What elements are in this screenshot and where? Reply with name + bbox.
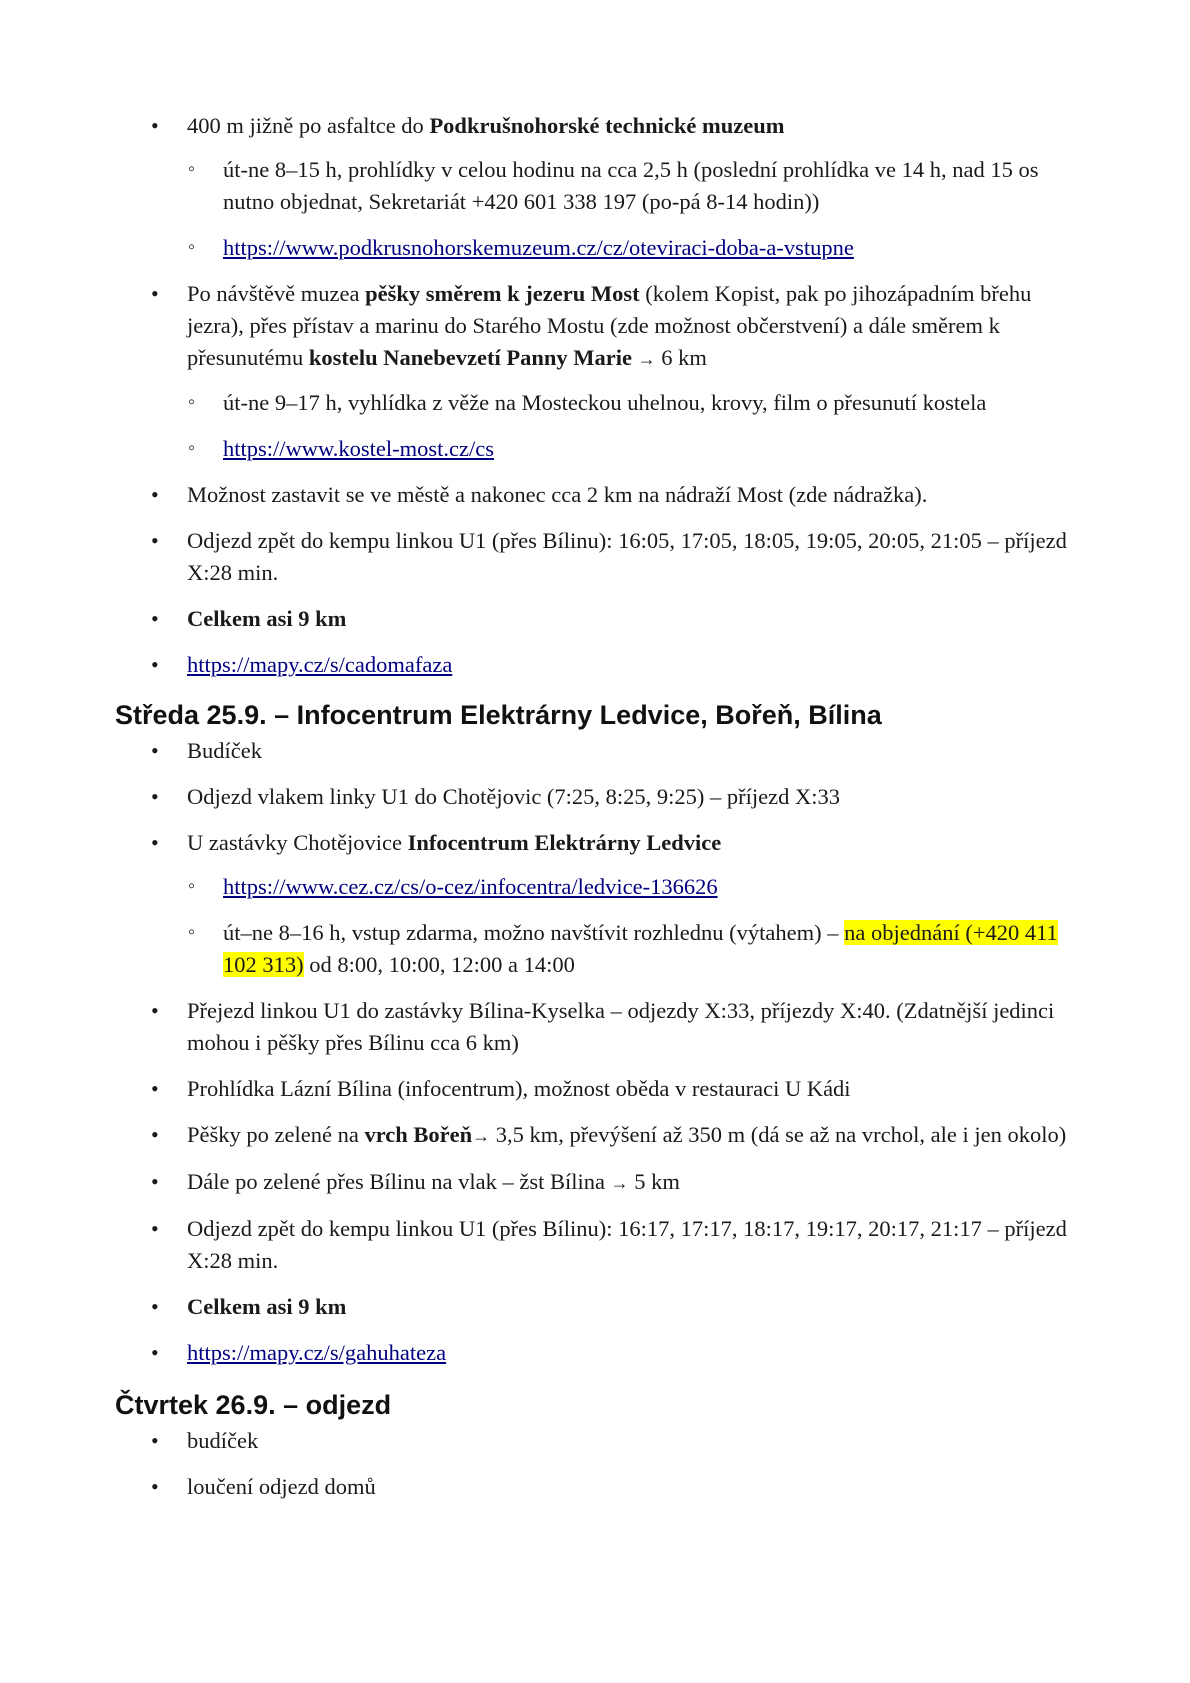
thursday-list xyxy=(115,1425,1090,1503)
list-item-walk: • Po návštěvě muzea pěšky směrem k jezeru Most (kolem Kopist, pak po jihozápadním břehu jezra), přes přístav a marinu do Starého Mostu (zde možnost občerstvení) a dále směrem k přesunutému kostelu Nanebevzetí Panny Marie → 6 km ◦ út-ne 9–17 h, vyhlídka z věže na Mosteckou uhelnou, krovy, film o přesunutí kostela ◦ https://www.kostel-most.cz/cs xyxy=(115,278,1090,465)
heading-thursday: Čtvrtek 26.9. – odjezd xyxy=(115,1390,392,1420)
list-item-total: • Celkem asi 9 km xyxy=(115,603,1090,635)
list-item-total-wed: • Celkem asi 9 km xyxy=(115,1291,1090,1323)
list-item-transfer: • Přejezd linkou U1 do zastávky Bílina-Kyselka – odjezdy X:33, příjezdy X:40. (Zdatnější jedinci mohou i pěšky přes Bílinu cca 6 km) xyxy=(115,995,1090,1059)
museum-sublist xyxy=(187,154,1090,264)
arrow-right-icon: → xyxy=(472,1126,491,1146)
list-item-map-wed xyxy=(115,1337,1090,1369)
infocentrum-link-item xyxy=(115,871,1090,903)
list-item-return-wed: • Odjezd zpět do kempu linkou U1 (přes Bílinu): 16:17, 17:17, 18:17, 19:17, 20:17, 21:17 – příjezd X:28 min. xyxy=(115,1213,1090,1277)
list-item-further: • Dále po zelené přes Bílinu na vlak – žst Bílina → 5 km xyxy=(115,1166,1090,1199)
document-content xyxy=(115,110,1090,1517)
list-item-farewell: • loučení odjezd domů xyxy=(115,1471,1090,1503)
church-hours: ◦ út-ne 9–17 h, vyhlídka z věže na Mosteckou uhelnou, krovy, film o přesunutí kostela xyxy=(115,387,1090,419)
museum-link-item xyxy=(115,232,1090,264)
list-item-boren: • Pěšky po zelené na vrch Bořeň→ 3,5 km, převýšení až 350 m (dá se až na vrchol, ale i jen okolo) xyxy=(115,1119,1090,1152)
tuesday-list xyxy=(115,110,1090,681)
arrow-right-icon: → xyxy=(637,349,656,369)
museum-name: Podkrušnohorské technické muzeum xyxy=(429,113,785,138)
map-link-wednesday[interactable]: https://mapy.cz/s/gahuhateza xyxy=(187,1340,447,1365)
highlighted-booking: na objednání (+420 411 102 313) xyxy=(223,920,1058,977)
map-link-tuesday[interactable]: https://mapy.cz/s/cadomafaza xyxy=(187,652,453,677)
heading-wednesday: Středa 25.9. – Infocentrum Elektrárny Ledvice, Bořeň, Bílina xyxy=(115,700,882,730)
church-sublist xyxy=(187,387,1090,465)
infocentrum-name: Infocentrum Elektrárny Ledvice xyxy=(407,830,722,855)
boren-name: vrch Bořeň xyxy=(364,1122,473,1147)
museum-link[interactable]: https://www.podkrusnohorskemuzeum.cz/cz/oteviraci-doba-a-vstupne xyxy=(223,235,854,260)
list-item-train: • Odjezd vlakem linky U1 do Chotějovic (7:25, 8:25, 9:25) – příjezd X:33 xyxy=(115,781,1090,813)
infocentrum-hours: ◦ út–ne 8–16 h, vstup zdarma, možno navštívit rozhlednu (výtahem) – na objednání (+420 411 102 313) od 8:00, 10:00, 12:00 a 14:00 xyxy=(115,917,1090,981)
wednesday-list xyxy=(115,735,1090,1369)
infocentrum-sublist xyxy=(187,871,1090,981)
list-item-wake-thu: • budíček xyxy=(115,1425,1090,1457)
arrow-right-icon: → xyxy=(610,1173,629,1193)
list-item-infocentrum: • U zastávky Chotějovice Infocentrum Elektrárny Ledvice ◦ https://www.cez.cz/cs/o-cez/infocentra/ledvice-136626 ◦ út–ne 8–16 h, vstup zdarma, možno navštívit rozhlednu (výtahem) – na objednání (+420 411 102 313) od 8:00, 10:00, 12:00 a 14:00 xyxy=(115,827,1090,981)
list-item-stop: • Možnost zastavit se ve městě a nakonec cca 2 km na nádraží Most (zde nádražka). xyxy=(115,479,1090,511)
walk-lake-bold: pěšky směrem k jezeru Most xyxy=(365,281,640,306)
list-item-museum: • 400 m jižně po asfaltce do Podkrušnohorské technické muzeum ◦ út-ne 8–15 h, prohlídky v celou hodinu na cca 2,5 h (poslední prohlídka ve 14 h, nad 15 os nutno objednat, Sekretariát +420 601 338 197 (po-pá 8-14 hodin)) ◦ https://www.podkrusnohorskemuzeum.cz/cz/oteviraci-doba-a-vstupne xyxy=(115,110,1090,264)
church-name: kostelu Nanebevzetí Panny Marie xyxy=(308,345,632,370)
list-item-spa: • Prohlídka Lázní Bílina (infocentrum), možnost oběda v restauraci U Kádi xyxy=(115,1073,1090,1105)
church-link-item xyxy=(115,433,1090,465)
list-item-wake: • Budíček xyxy=(115,735,1090,767)
infocentrum-link[interactable]: https://www.cez.cz/cs/o-cez/infocentra/ledvice-136626 xyxy=(223,874,718,899)
list-item-map xyxy=(115,649,1090,681)
church-link[interactable]: https://www.kostel-most.cz/cs xyxy=(223,436,495,461)
list-item-return: • Odjezd zpět do kempu linkou U1 (přes Bílinu): 16:05, 17:05, 18:05, 19:05, 20:05, 21:05 – příjezd X:28 min. xyxy=(115,525,1090,589)
museum-hours: ◦ út-ne 8–15 h, prohlídky v celou hodinu na cca 2,5 h (poslední prohlídka ve 14 h, nad 15 os nutno objednat, Sekretariát +420 601 338 197 (po-pá 8-14 hodin)) xyxy=(115,154,1090,218)
